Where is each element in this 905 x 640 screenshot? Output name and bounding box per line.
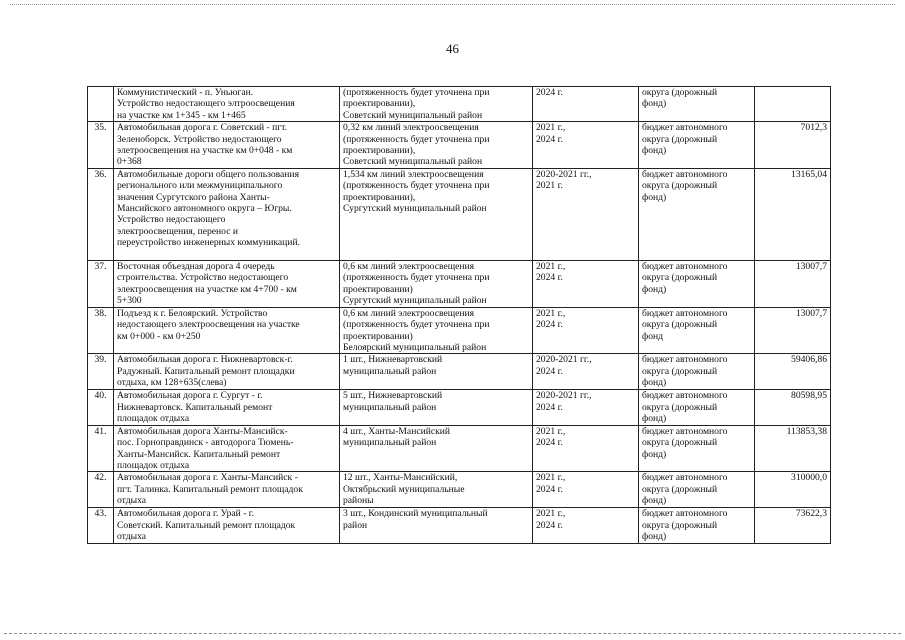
years-cell-line: 2021 г. (536, 180, 563, 192)
years-cell-line: 2021 г., (536, 425, 566, 437)
capacity-cell-line: 4 шт., Ханты-Мансийский (343, 425, 451, 437)
object-description-cell-line: Коммунистический - п. Уньюган. (117, 87, 254, 98)
row-number-cell: 42. (88, 472, 114, 508)
funding-source-cell-line: фонд (642, 330, 664, 342)
object-description-cell (114, 425, 340, 472)
years-cell-line: 2020-2021 гг., (536, 168, 592, 180)
capacity-cell-line: (протяженность будет уточнена при (343, 272, 490, 284)
capacity-cell-line: (протяженность будет уточнена при (343, 180, 490, 192)
object-description-cell-line: Ханты-Мансийск. Капитальный ремонт (117, 448, 281, 460)
capacity-cell (340, 122, 533, 169)
capacity-cell-line: Сургутский муниципальный район (343, 203, 487, 215)
capacity-cell-line: (протяженность будет уточнена при (343, 319, 490, 331)
funding-source-cell-line: бюджет автономного (642, 168, 728, 180)
row-number-cell: 38. (88, 307, 114, 354)
capacity-cell-line: муниципальный район (343, 401, 437, 413)
years-cell-line: 2024 г. (536, 87, 563, 98)
years-cell (533, 168, 639, 260)
object-description-cell-line: 5+300 (117, 295, 142, 307)
capacity-cell-line: проектировании) (343, 330, 413, 342)
object-description-cell-line: Радужный. Капитальный ремонт площадки (117, 365, 295, 377)
object-description-cell-line: Нижневартовск. Капитальный ремонт (117, 401, 273, 413)
years-cell (533, 307, 639, 354)
object-description-cell-line: отдыха (117, 495, 146, 507)
funding-source-cell (639, 508, 755, 544)
years-cell-line: 2021 г., (536, 260, 566, 272)
capacity-cell-line: проектировании), (343, 98, 416, 110)
object-description-cell (114, 354, 340, 390)
table-body (88, 87, 831, 544)
object-description-cell-line: пгт. Талинка. Капитальный ремонт площадок (117, 483, 303, 495)
capacity-cell-line: Сургутский муниципальный район (343, 295, 487, 307)
funding-source-cell-line: округа (дорожный (642, 401, 718, 413)
capacity-cell (340, 472, 533, 508)
capacity-cell-line: район (343, 519, 368, 531)
object-description-cell-line: 0+368 (117, 156, 142, 168)
scan-bottom-edge (4, 633, 901, 634)
funding-source-cell-line: округа (дорожный (642, 365, 718, 377)
funding-source-cell (639, 425, 755, 472)
years-cell (533, 87, 639, 122)
years-cell (533, 472, 639, 508)
capacity-cell (340, 260, 533, 307)
capacity-cell-line: (протяженность будет уточнена при (343, 87, 490, 98)
object-description-cell-line: отдыха (117, 531, 146, 543)
years-cell-line: 2020-2021 гг., (536, 390, 592, 402)
capacity-cell-line: 5 шт., Нижневартовский (343, 390, 443, 402)
funding-source-cell (639, 260, 755, 307)
object-description-cell-line: Автомобильная дорога г. Сургут - г. (117, 390, 263, 402)
cost-cell: 13007,7 (755, 307, 831, 354)
object-description-cell-line: Автомобильная дорога г. Урай - г. (117, 508, 255, 520)
capacity-cell-line: проектировании) (343, 283, 413, 295)
object-description-cell-line: Мансийского автономного округа – Югры. (117, 203, 292, 215)
object-description-cell (114, 260, 340, 307)
table-row (88, 472, 831, 508)
capacity-cell-line: Октябрьский муниципальные (343, 483, 465, 495)
row-number-cell: 37. (88, 260, 114, 307)
row-number-cell (88, 87, 114, 122)
object-description-cell (114, 87, 340, 122)
capacity-cell-line: проектировании), (343, 145, 416, 157)
capacity-cell-line: 12 шт., Ханты-Мансийский, (343, 472, 458, 484)
funding-source-cell-line: бюджет автономного (642, 122, 728, 134)
years-cell (533, 260, 639, 307)
object-description-cell-line: строительства. Устройство недостающего (117, 272, 289, 284)
table-row (88, 425, 831, 472)
years-cell-line: 2021 г., (536, 508, 566, 520)
years-cell-line: 2021 г., (536, 122, 566, 134)
capacity-cell-line: 1 шт., Нижневартовский (343, 354, 443, 366)
funding-source-cell-line: фонд) (642, 531, 667, 543)
object-description-cell (114, 168, 340, 260)
object-description-cell (114, 508, 340, 544)
years-cell-line: 2021 г., (536, 472, 566, 484)
funding-source-cell (639, 390, 755, 425)
table-row (88, 307, 831, 354)
cost-cell: 59406,86 (755, 354, 831, 390)
years-cell-line: 2024 г. (536, 133, 563, 145)
years-cell-line: 2024 г. (536, 437, 563, 449)
years-cell (533, 425, 639, 472)
years-cell-line: 2024 г. (536, 365, 563, 377)
funding-source-cell-line: фонд) (642, 495, 667, 507)
capacity-cell (340, 425, 533, 472)
page-number: 46 (446, 41, 459, 56)
cost-cell: 80598,95 (755, 390, 831, 425)
funding-source-cell-line: фонд) (642, 98, 667, 110)
years-cell (533, 508, 639, 544)
capacity-cell-line: Белоярский муниципальный район (343, 342, 487, 354)
years-cell (533, 354, 639, 390)
object-description-cell-line: Советский. Капитальный ремонт площадок (117, 519, 296, 531)
years-cell (533, 122, 639, 169)
years-cell (533, 390, 639, 425)
funding-source-cell-line: фонд) (642, 145, 667, 157)
capacity-cell-line: Советский муниципальный район (343, 109, 483, 121)
funding-source-cell (639, 87, 755, 122)
scan-top-edge (10, 4, 895, 5)
capacity-cell-line: районы (343, 495, 374, 507)
funding-source-cell-line: округа (дорожный (642, 319, 718, 331)
object-description-cell-line: площадок отдыха (117, 413, 190, 425)
object-description-cell-line: электроосвещения на участке км 4+700 - км (117, 283, 297, 295)
object-description-cell-line: площадок отдыха (117, 459, 190, 471)
funding-source-cell (639, 122, 755, 169)
object-description-cell-line: на участке км 1+345 - км 1+465 (117, 109, 246, 121)
capacity-cell-line: 1,534 км линий электроосвещения (343, 168, 484, 180)
cost-cell: 310000,0 (755, 472, 831, 508)
table-row (88, 122, 831, 169)
capacity-cell-line: 0,6 км линий электроосвещения (343, 307, 475, 319)
funding-source-cell-line: округа (дорожный (642, 437, 718, 449)
table-row (88, 260, 831, 307)
capacity-cell-line: 0,6 км линий электроосвещения (343, 260, 475, 272)
funding-source-cell-line: фонд) (642, 191, 667, 203)
row-number-cell: 39. (88, 354, 114, 390)
funding-source-cell-line: бюджет автономного (642, 390, 728, 402)
object-description-cell-line: Устройство недостающего элтроосвещения (117, 98, 295, 110)
funding-source-cell-line: фонд) (642, 283, 667, 295)
capacity-cell-line: 0,32 км линий электроосвещения (343, 122, 479, 134)
capacity-cell (340, 307, 533, 354)
funding-source-cell-line: округа (дорожный (642, 87, 718, 98)
capacity-cell (340, 168, 533, 260)
cost-cell: 113853,38 (755, 425, 831, 472)
object-description-cell-line: Автомобильная дорога г. Нижневартовск-г. (117, 354, 293, 366)
cost-cell: 73622,3 (755, 508, 831, 544)
row-number-cell: 36. (88, 168, 114, 260)
years-cell-line: 2024 г. (536, 272, 563, 284)
cost-cell (755, 87, 831, 122)
object-description-cell-line: недостающего электроосвещения на участке (117, 319, 300, 331)
funding-source-cell-line: округа (дорожный (642, 180, 718, 192)
object-description-cell-line: переустройство инженерных коммуникаций. (117, 237, 300, 249)
years-cell-line: 2024 г. (536, 483, 563, 495)
funding-source-cell-line: округа (дорожный (642, 133, 718, 145)
object-description-cell (114, 122, 340, 169)
funding-source-cell-line: бюджет автономного (642, 307, 728, 319)
object-description-cell (114, 307, 340, 354)
object-description-cell (114, 390, 340, 425)
capacity-cell-line: муниципальный район (343, 437, 437, 449)
object-description-cell-line: Автомобильная дорога г. Советский - пгт. (117, 122, 288, 134)
capacity-cell-line: 3 шт., Кондинский муниципальный (343, 508, 488, 520)
funding-source-cell-line: бюджет автономного (642, 260, 728, 272)
object-description-cell-line: Автомобильная дорога Ханты-Мансийск- (117, 425, 288, 437)
funding-source-cell-line: округа (дорожный (642, 483, 718, 495)
years-cell-line: 2020-2021 гг., (536, 354, 592, 366)
funding-source-cell-line: фонд) (642, 413, 667, 425)
object-description-cell-line: Устройство недостающего (117, 214, 226, 226)
years-cell-line: 2024 г. (536, 401, 563, 413)
table-row (88, 508, 831, 544)
capacity-cell-line: Советский муниципальный район (343, 156, 483, 168)
row-number-cell: 40. (88, 390, 114, 425)
funding-source-cell-line: бюджет автономного (642, 508, 728, 520)
object-description-cell-line: Автомобильные дороги общего пользования (117, 168, 299, 180)
funding-source-cell-line: фонд) (642, 448, 667, 460)
table-row (88, 168, 831, 260)
funding-source-cell-line: бюджет автономного (642, 472, 728, 484)
capacity-cell (340, 390, 533, 425)
capacity-cell-line: муниципальный район (343, 365, 437, 377)
object-description-cell-line: электроосвещения, перенос и (117, 225, 238, 237)
object-description-cell-line: Автомобильная дорога г. Ханты-Мансийск - (117, 472, 298, 484)
capacity-cell (340, 508, 533, 544)
funding-source-cell-line: бюджет автономного (642, 354, 728, 366)
object-description-cell (114, 472, 340, 508)
capacity-cell (340, 87, 533, 122)
cost-cell: 13165,04 (755, 168, 831, 260)
funding-source-cell (639, 354, 755, 390)
object-description-cell-line: отдыха, км 128+635(слева) (117, 377, 227, 389)
object-description-cell-line: Подъезд к г. Белоярский. Устройство (117, 307, 268, 319)
row-number-cell: 41. (88, 425, 114, 472)
row-number-cell: 35. (88, 122, 114, 169)
table-row (88, 354, 831, 390)
object-description-cell-line: км 0+000 - км 0+250 (117, 330, 201, 342)
years-cell-line: 2021 г., (536, 307, 566, 319)
object-description-cell-line: Зеленоборск. Устройство недостающего (117, 133, 282, 145)
object-description-cell-line: пос. Горноправдинск - автодорога Тюмень- (117, 437, 294, 449)
row-number-cell: 43. (88, 508, 114, 544)
object-description-cell-line: элетроосвещения на участке км 0+048 - км (117, 145, 293, 157)
capacity-cell (340, 354, 533, 390)
funding-source-cell-line: фонд) (642, 377, 667, 389)
years-cell-line: 2024 г. (536, 519, 563, 531)
object-description-cell-line: значения Сургутского района Ханты- (117, 191, 270, 203)
table-row (88, 390, 831, 425)
funding-source-cell-line: округа (дорожный (642, 519, 718, 531)
object-description-cell-line: Восточная объездная дорога 4 очередь (117, 260, 275, 272)
funding-source-cell (639, 168, 755, 260)
object-description-cell-line: регионального или межмуниципального (117, 180, 283, 192)
funding-source-cell (639, 472, 755, 508)
cost-cell: 7012,3 (755, 122, 831, 169)
funding-source-cell (639, 307, 755, 354)
funding-source-cell-line: бюджет автономного (642, 425, 728, 437)
capacity-cell-line: проектировании), (343, 191, 416, 203)
cost-cell: 13007,7 (755, 260, 831, 307)
years-cell-line: 2024 г. (536, 319, 563, 331)
capacity-cell-line: (протяженность будет уточнена при (343, 133, 490, 145)
funding-source-cell-line: округа (дорожный (642, 272, 718, 284)
projects-table (87, 86, 831, 544)
table-row (88, 87, 831, 122)
